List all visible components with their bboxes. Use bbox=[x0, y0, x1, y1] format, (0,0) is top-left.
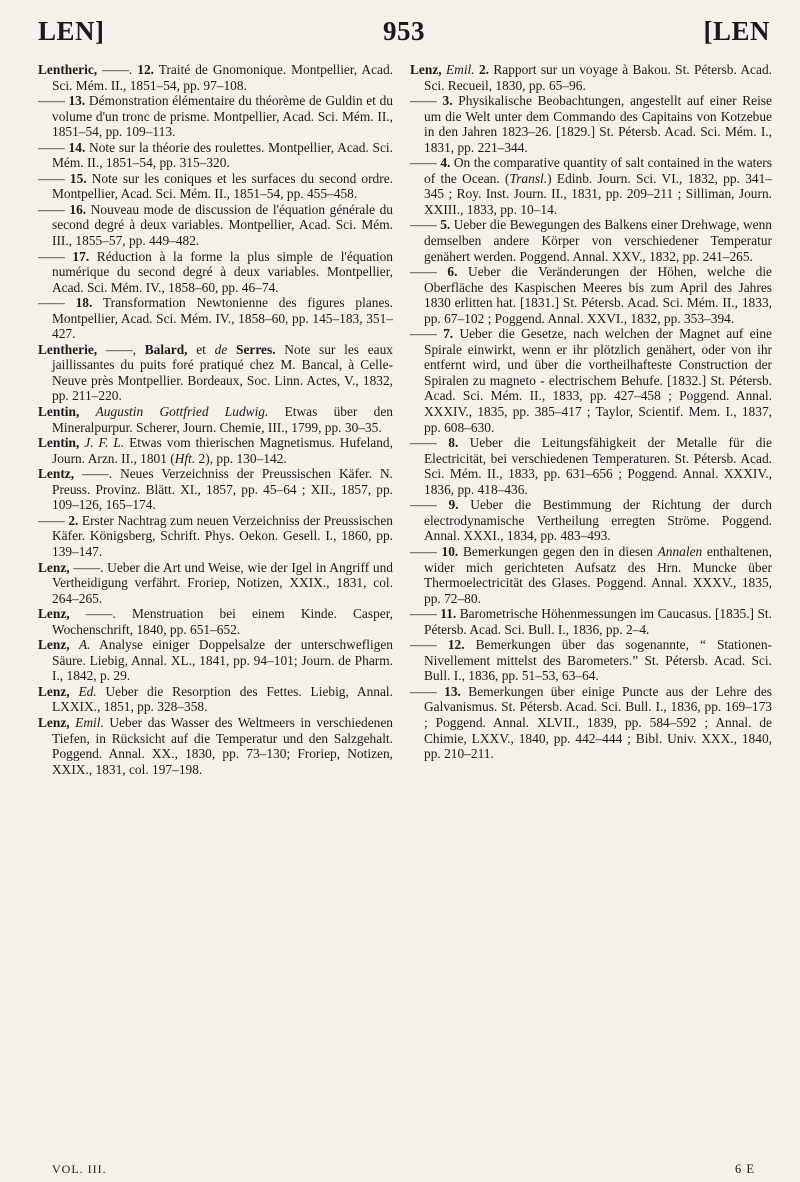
bibliography-entry: Lentin, Augustin Gottfried Ludwig. Etwas über den Mineralpurpur. Scherer, Journ. Chemie, III., 1799, pp. 30–35. bbox=[38, 404, 393, 435]
bibliography-entry: Lentz, ——. Neues Verzeichniss der Preussischen Käfer. N. Preuss. Provinz. Blätt. XI., 1857, pp. 45–64 ; XII., 1857, pp. 109–126, 165–174. bbox=[38, 466, 393, 513]
bibliography-entry: —— 16. Nouveau mode de discussion de l'équation générale du second degré à deux variables. Montpellier, Acad. Sci. Mém. III., 1855–57, pp. 449–482. bbox=[38, 201, 393, 249]
bibliography-entry: —— 11. Barometrische Höhenmessungen im Caucasus. [1835.] St. Pétersb. Acad. Sci. Bull. I., 1836, pp. 2–4. bbox=[410, 606, 772, 637]
bibliography-entry: —— 14. Note sur la théorie des roulettes. Montpellier, Acad. Sci. Mém. II., 1851–54, pp. 315–320. bbox=[38, 139, 393, 171]
bibliography-entry: —— 7. Ueber die Gesetze, nach welchen der Magnet auf eine Spirale einwirkt, wenn er ihr plötzlich genähert, oder von ihr entfernt wird, und über die vortheilhafteste Construction der Spiralen zu magneto - electrischem Behufe. [1832.] St. Pétersb. Acad. Sci. Mém. II., 1833, pp. 427–458 ; Poggend. Annal. XXXIV., 1835, pp. 385–417 ; Taylor, Scientif. Mem. I., 1837, pp. 608–630. bbox=[410, 326, 772, 435]
left-column bbox=[38, 62, 393, 777]
bibliography-entry: Lenz, ——. Menstruation bei einem Kinde. Casper, Wochenschrift, 1840, pp. 651–652. bbox=[38, 606, 393, 637]
bibliography-entry: —— 17. Réduction à la forme la plus simple de l'équation numérique du second degré à deux variables. Montpellier, Acad. Sci. Mém. IV., 1858–60, pp. 46–74. bbox=[38, 248, 393, 295]
bibliography-entry: —— 4. On the comparative quantity of salt contained in the waters of the Ocean. (Transl.) Edinb. Journ. Sci. VI., 1832, pp. 341–345 ; Roy. Inst. Journ. II., 1831, pp. 209–211 ; Silliman, Journ. XXIII., 1833, pp. 10–14. bbox=[410, 155, 772, 217]
bibliography-entry: —— 13. Démonstration élémentaire du théorème de Guldin et du volume d'un tronc de prisme. Montpellier, Acad. Sci. Mém. II., 1851–54, pp. 109–113. bbox=[38, 93, 393, 140]
bibliography-entry: —— 13. Bemerkungen über einige Puncte aus der Lehre des Galvanismus. St. Pétersb. Acad. Sci. Bull. I., 1836, pp. 169–173 ; Poggend. Annal. XLVII., 1839, pp. 584–592 ; Annal. de Chimie, LXXV., 1840, pp. 442–444 ; Bibl. Univ. XXX., 1840, pp. 210–211. bbox=[410, 683, 772, 762]
bibliography-entry: —— 5. Ueber die Bewegungen des Balkens einer Drehwage, wenn demselben andere Körper von verschiedener Temperatur genähert werden. Poggend. Annal. XXV., 1832, pp. 241–265. bbox=[410, 217, 772, 264]
header-left: LEN] bbox=[38, 16, 105, 46]
bibliography-entry: —— 3. Physikalische Beobachtungen, angestellt auf einer Reise um die Welt unter dem Commando des Capitains von Kotzebue in den Jahren 1823–26. [1829.] St. Pétersb. Acad. Sci. Mém. I., 1831, pp. 221–344. bbox=[410, 93, 772, 155]
bibliography-entry: —— 9. Ueber die Bestimmung der Richtung der durch electrodynamische Vertheilung erregten Ströme. Poggend. Annal. XXXI., 1834, pp. 483–493. bbox=[410, 497, 772, 544]
volume-label: VOL. III. bbox=[52, 1162, 107, 1176]
bibliography-entry: Lenz, A. Analyse einiger Doppelsalze der unterschwefligen Säure. Liebig, Annal. XL., 1841, pp. 94–101; Journ. de Pharm. I., 1842, p. 29. bbox=[38, 637, 393, 684]
bibliography-entry: Lenz, Emil. 2. Rapport sur un voyage à Bakou. St. Pétersb. Acad. Sci. Recueil, 1830, pp. 65–96. bbox=[410, 62, 772, 93]
bibliography-entry: —— 8. Ueber die Leitungsfähigkeit der Metalle für die Electricität, bei verschiedenen Temperaturen. St. Pétersb. Acad. Sci. Mém. II., 1833, pp. 631–656 ; Poggend. Annal. XXXIV., 1836, pp. 418–436. bbox=[410, 435, 772, 497]
bibliography-entry: Lenz, ——. Ueber die Art und Weise, wie der Igel in Angriff und Vertheidigung verfährt. Froriep, Notizen, XXIX., 1831, col. 264–265. bbox=[38, 559, 393, 606]
bibliography-entry: —— 10. Bemerkungen gegen den in diesen Annalen enthaltenen, wider mich gerichteten Aufsatz des Hrn. Muncke über Thermoelectricität des Glases. Poggend. Annal. XXXV., 1835, pp. 72–80. bbox=[410, 543, 772, 606]
right-column bbox=[410, 62, 772, 762]
bibliography-entry: —— 15. Note sur les coniques et les surfaces du second ordre. Montpellier, Acad. Sci. Mém. II., 1851–54, pp. 455–458. bbox=[38, 170, 393, 202]
bibliography-entry: —— 2. Erster Nachtrag zum neuen Verzeichniss der Preussischen Käfer. Königsberg, Schrift. Phys. Oekon. Gesell. I., 1860, pp. 139–147. bbox=[38, 512, 393, 559]
bibliography-entry: Lentin, J. F. L. Etwas vom thierischen Magnetismus. Hufeland, Journ. Arzn. II., 1801 (Hft. 2), pp. 130–142. bbox=[38, 435, 393, 466]
bibliography-entry: Lenz, Ed. Ueber die Resorption des Fettes. Liebig, Annal. LXXIX., 1851, pp. 328–358. bbox=[38, 683, 393, 715]
bibliography-entry: Lenz, Emil. Ueber das Wasser des Weltmeers in verschiedenen Tiefen, in Rücksicht auf die Temperatur und den Salzgehalt. Poggend. Annal. XX., 1830, pp. 73–130; Froriep, Notizen, XXIX., 1831, col. 197–198. bbox=[38, 714, 393, 777]
bibliography-entry: Lentherie, ——, Balard, et de Serres. Note sur les eaux jaillissantes du puits foré pratiqué chez M. Bancal, à Celle-Neuve près Montpellier. Bordeaux, Soc. Linn. Actes, V., 1832, pp. 211–220. bbox=[38, 341, 393, 404]
header-right: [LEN bbox=[703, 16, 770, 46]
bibliography-entry: —— 6. Ueber die Veränderungen der Höhen, welche die Oberfläche des Kaspischen Meeres bis zum April des Jahres 1830 erlitten hat. [1831.] St. Pétersb. Acad. Sci. Mém. II., 1833, pp. 67–102 ; Poggend. Annal. XXVI., 1832, pp. 353–394. bbox=[410, 264, 772, 326]
bibliography-entry: —— 18. Transformation Newtonienne des figures planes. Montpellier, Acad. Sci. Mém. IV., 1858–60, pp. 145–183, 351–427. bbox=[38, 295, 393, 342]
bibliography-entry: Lentheric, ——. 12. Traité de Gnomonique. Montpellier, Acad. Sci. Mém. II., 1851–54, pp. 97–108. bbox=[38, 62, 393, 93]
running-header bbox=[38, 16, 770, 52]
signature-mark: 6 E bbox=[735, 1162, 756, 1176]
page-number: 953 bbox=[383, 16, 425, 46]
bibliography-entry: —— 12. Bemerkungen über das sogenannte, “ Stationen-Nivellement mittelst des Barometers.” St. Pétersb. Acad. Sci. Bull. I., 1836, pp. 51–53, 63–64. bbox=[410, 637, 772, 684]
